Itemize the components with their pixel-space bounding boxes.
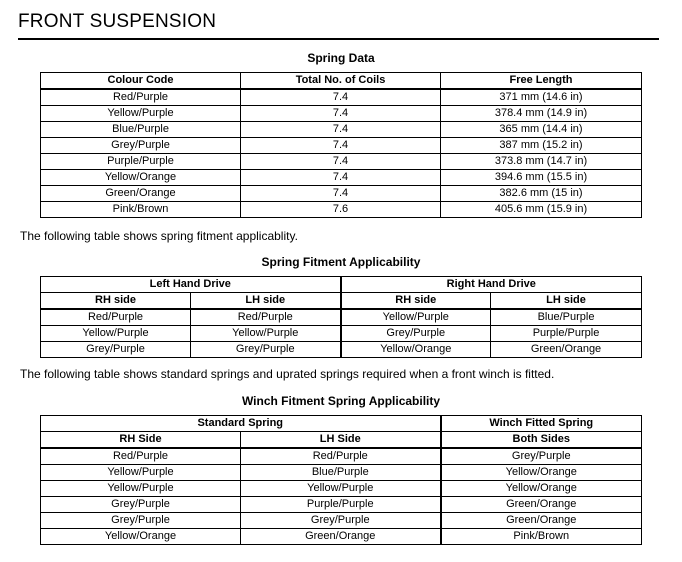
table-row (41, 89, 642, 106)
table-cell: Blue/Purple (491, 309, 642, 326)
table-cell: 7.4 (241, 89, 441, 106)
table-row (41, 465, 642, 481)
table-row (41, 529, 642, 545)
table-cell: Yellow/Orange (341, 342, 491, 358)
table-cell: Red/Purple (41, 309, 191, 326)
table-cell: Red/Purple (191, 309, 341, 326)
table-cell: 7.4 (241, 170, 441, 186)
winch-intro-text: The following table shows standard springs and uprated springs required when a front winch is fitted. (20, 367, 555, 381)
table-cell: Purple/Purple (491, 326, 642, 342)
table-cell: Pink/Brown (441, 529, 642, 545)
table-cell: Grey/Purple (41, 342, 191, 358)
table-cell: 365 mm (14.4 in) (441, 122, 642, 138)
table-cell: 394.6 mm (15.5 in) (441, 170, 642, 186)
table-cell: Grey/Purple (341, 326, 491, 342)
column-header-total-coils: Total No. of Coils (241, 73, 441, 90)
sub-header-lhd-rh-side: RH side (41, 293, 191, 310)
fitment-title: Spring Fitment Applicability (261, 255, 421, 269)
table-cell: 405.6 mm (15.9 in) (441, 202, 642, 218)
table-cell: 382.6 mm (15 in) (441, 186, 642, 202)
table-cell: Blue/Purple (41, 122, 241, 138)
sub-header-rhd-rh-side: RH side (341, 293, 491, 310)
winch-table (40, 415, 642, 545)
group-header-left-hand-drive: Left Hand Drive (41, 277, 341, 293)
sub-header-both-sides: Both Sides (441, 432, 642, 449)
title-divider (18, 38, 659, 40)
table-cell: Grey/Purple (241, 513, 441, 529)
sub-header-lh-side: LH Side (241, 432, 441, 449)
table-cell: 7.4 (241, 154, 441, 170)
table-cell: Yellow/Orange (41, 529, 241, 545)
table-cell: 371 mm (14.6 in) (441, 89, 642, 106)
table-cell: Pink/Brown (41, 202, 241, 218)
table-cell: Blue/Purple (241, 465, 441, 481)
table-cell: 7.6 (241, 202, 441, 218)
table-row (41, 138, 642, 154)
table-cell: Red/Purple (41, 89, 241, 106)
table-cell: Yellow/Purple (341, 309, 491, 326)
table-cell: 7.4 (241, 186, 441, 202)
table-row (41, 122, 642, 138)
spring-data-title: Spring Data (307, 51, 375, 65)
table-cell: Purple/Purple (241, 497, 441, 513)
table-cell: Yellow/Purple (41, 106, 241, 122)
table-cell: Grey/Purple (191, 342, 341, 358)
table-header-row (41, 73, 642, 90)
table-row (41, 154, 642, 170)
sub-header-row (41, 293, 642, 310)
table-cell: Purple/Purple (41, 154, 241, 170)
table-row (41, 342, 642, 358)
spring-data-table (40, 72, 642, 218)
sub-header-row (41, 432, 642, 449)
table-row (41, 186, 642, 202)
sub-header-rh-side: RH Side (41, 432, 241, 449)
table-cell: 7.4 (241, 138, 441, 154)
group-header-row (41, 277, 642, 293)
column-header-free-length: Free Length (441, 73, 642, 90)
table-row (41, 202, 642, 218)
page-title: FRONT SUSPENSION (18, 11, 217, 32)
table-cell: 7.4 (241, 122, 441, 138)
table-cell: Green/Orange (241, 529, 441, 545)
table-cell: Red/Purple (241, 448, 441, 465)
table-cell: Grey/Purple (41, 513, 241, 529)
table-cell: Yellow/Orange (441, 481, 642, 497)
table-cell: Green/Orange (491, 342, 642, 358)
table-row (41, 309, 642, 326)
table-cell: Green/Orange (441, 497, 642, 513)
table-row (41, 326, 642, 342)
table-cell: Yellow/Purple (191, 326, 341, 342)
table-cell: Green/Orange (441, 513, 642, 529)
table-cell: Yellow/Orange (41, 170, 241, 186)
group-header-winch-fitted-spring: Winch Fitted Spring (441, 416, 642, 432)
sub-header-rhd-lh-side: LH side (491, 293, 642, 310)
table-cell: Grey/Purple (41, 138, 241, 154)
table-row (41, 481, 642, 497)
table-cell: Yellow/Purple (41, 465, 241, 481)
table-cell: Grey/Purple (441, 448, 642, 465)
table-cell: 378.4 mm (14.9 in) (441, 106, 642, 122)
group-header-right-hand-drive: Right Hand Drive (341, 277, 642, 293)
table-row (41, 448, 642, 465)
table-cell: Yellow/Purple (41, 326, 191, 342)
table-row (41, 497, 642, 513)
group-header-row (41, 416, 642, 432)
table-cell: Yellow/Purple (241, 481, 441, 497)
table-cell: 387 mm (15.2 in) (441, 138, 642, 154)
sub-header-lhd-lh-side: LH side (191, 293, 341, 310)
group-header-standard-spring: Standard Spring (41, 416, 441, 432)
table-cell: Grey/Purple (41, 497, 241, 513)
table-row (41, 513, 642, 529)
table-cell: 373.8 mm (14.7 in) (441, 154, 642, 170)
fitment-intro-text: The following table shows spring fitment applicablity. (20, 229, 298, 243)
fitment-table (40, 276, 642, 358)
table-cell: Yellow/Orange (441, 465, 642, 481)
column-header-colour-code: Colour Code (41, 73, 241, 90)
table-row (41, 170, 642, 186)
table-cell: Red/Purple (41, 448, 241, 465)
table-cell: 7.4 (241, 106, 441, 122)
winch-title: Winch Fitment Spring Applicability (241, 394, 441, 408)
table-cell: Yellow/Purple (41, 481, 241, 497)
table-row (41, 106, 642, 122)
table-cell: Green/Orange (41, 186, 241, 202)
